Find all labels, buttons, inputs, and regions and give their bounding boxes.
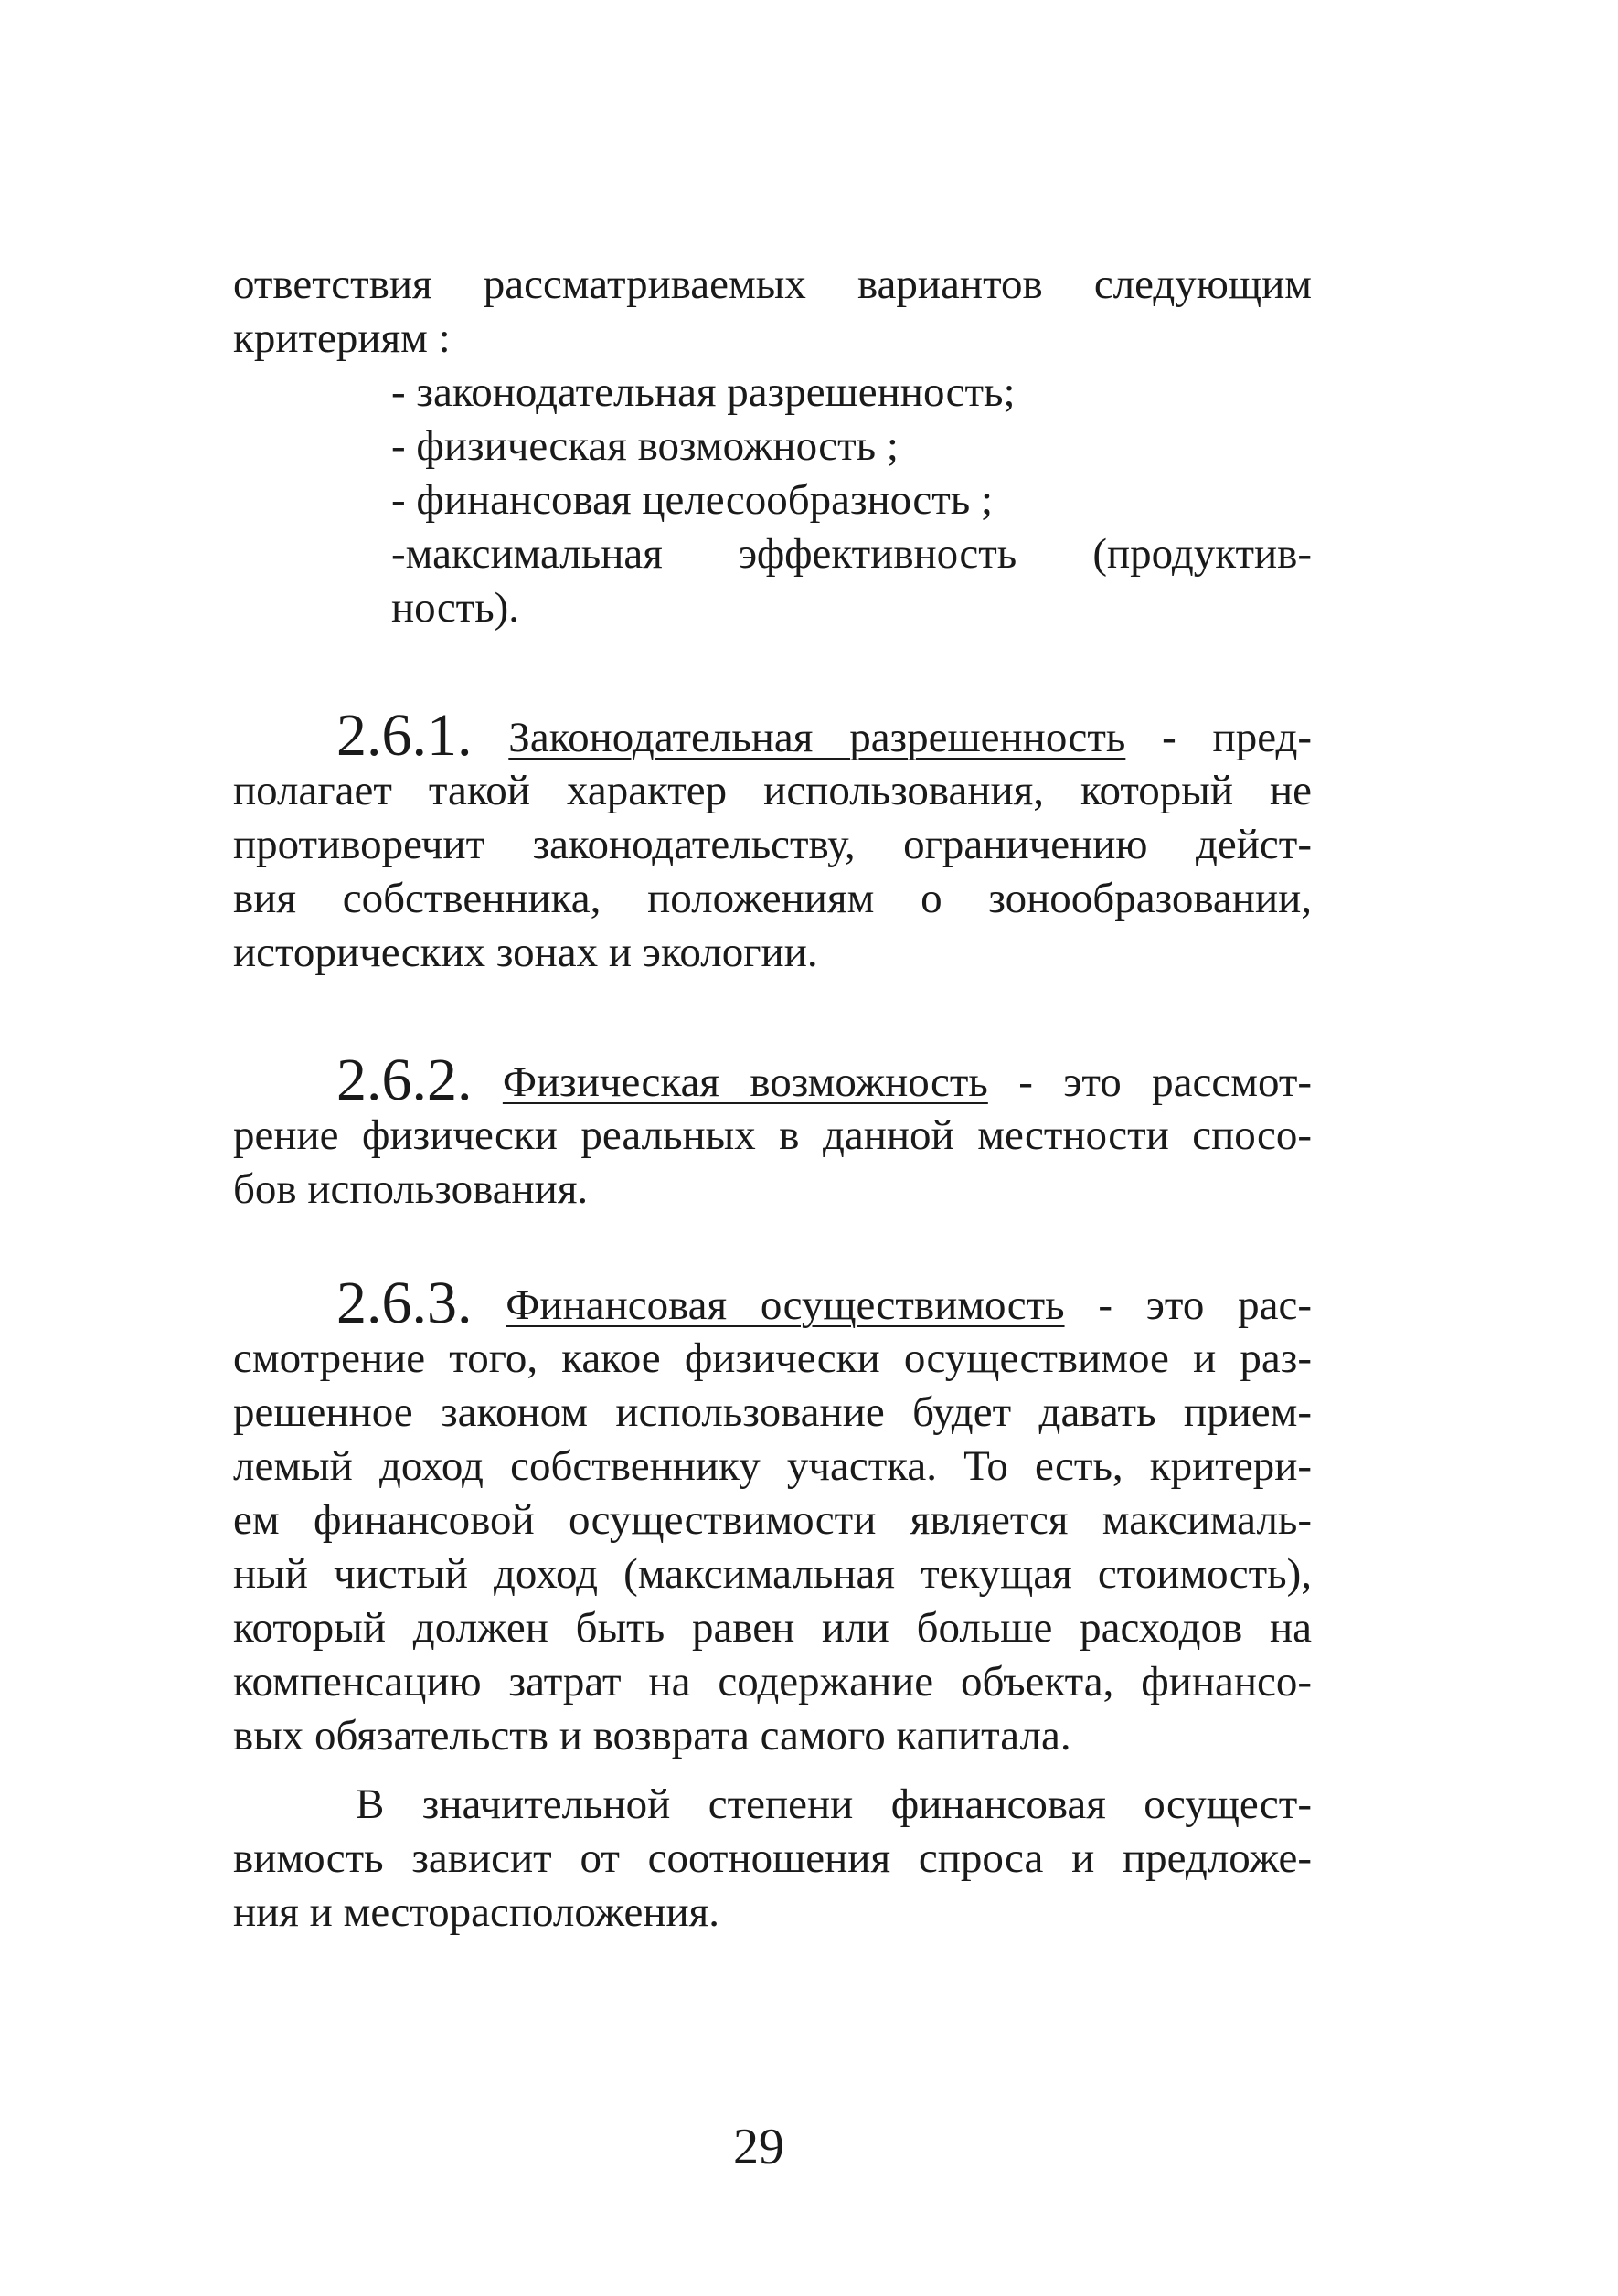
section-2-6-3-line: ем финансовой осуществимости является максималь- xyxy=(233,1496,1312,1544)
section-2-6-3-line: компенсацию затрат на содержание объекта, финансо- xyxy=(233,1658,1312,1706)
section-2-6-3-term: Финансовая осуществимость xyxy=(506,1281,1065,1329)
section-2-6-1-heading-line xyxy=(336,702,1313,769)
section-2-6-3-heading-line xyxy=(336,1270,1312,1336)
section-2-6-3-line: вых обязательств и возврата самого капитала. xyxy=(233,1712,1071,1759)
section-2-6-3-line: ный чистый доход (максимальная текущая стоимость), xyxy=(233,1550,1312,1598)
closing-paragraph-line: ния и месторасположения. xyxy=(233,1888,720,1936)
section-2-6-1-line: вия собственника, положениям о зонообразовании, xyxy=(233,875,1312,922)
intro-line-2: критериям : xyxy=(233,314,451,362)
section-2-6-2-line: рение физически реальных в данной местности спосо- xyxy=(233,1111,1312,1159)
section-2-6-2-term: Физическая возможность xyxy=(502,1058,988,1106)
section-2-6-1-line: исторических зонах и экологии. xyxy=(233,929,818,976)
section-2-6-3-line: лемый доход собственнику участка. То есть, критери- xyxy=(233,1442,1312,1490)
section-2-6-2-tail: - это рассмот- xyxy=(1018,1058,1313,1106)
section-2-6-3-number: 2.6.3. xyxy=(336,1270,473,1336)
closing-paragraph-line: В значительной степени финансовая осущест- xyxy=(356,1780,1312,1828)
criteria-item-max-efficiency: -максимальная эффективность (продуктив- xyxy=(391,530,1312,578)
section-2-6-3-line: решенное законом использование будет давать прием- xyxy=(233,1388,1312,1436)
section-2-6-2-number: 2.6.2. xyxy=(336,1047,473,1113)
closing-paragraph-line: вимость зависит от соотношения спроса и предложе- xyxy=(233,1834,1312,1882)
intro-line-1: ответствия рассматриваемых вариантов следующим xyxy=(233,260,1312,308)
section-2-6-2-line: бов использования. xyxy=(233,1165,589,1213)
page-number: 29 xyxy=(733,2119,784,2175)
section-2-6-1-number: 2.6.1. xyxy=(336,702,473,769)
criteria-item-legal: - законодательная разрешенность; xyxy=(391,368,1016,416)
section-2-6-1-line: полагает такой характер использования, который не xyxy=(233,767,1312,814)
section-2-6-3-line: который должен быть равен или больше расходов на xyxy=(233,1604,1312,1652)
section-2-6-1-tail: - пред- xyxy=(1162,714,1313,761)
criteria-item-max-efficiency-cont: ность). xyxy=(391,584,520,632)
section-2-6-1-line: противоречит законодательству, ограничению дейст- xyxy=(233,821,1312,868)
section-2-6-2-heading-line xyxy=(336,1047,1313,1113)
section-2-6-3-line: смотрение того, какое физически осуществимое и раз- xyxy=(233,1334,1312,1382)
section-2-6-3-tail: - это рас- xyxy=(1098,1281,1312,1329)
section-2-6-1-term: Законодательная разрешенность xyxy=(508,714,1126,761)
criteria-item-physical: - физическая возможность ; xyxy=(391,422,899,470)
criteria-item-financial: - финансовая целесообразность ; xyxy=(391,476,993,524)
